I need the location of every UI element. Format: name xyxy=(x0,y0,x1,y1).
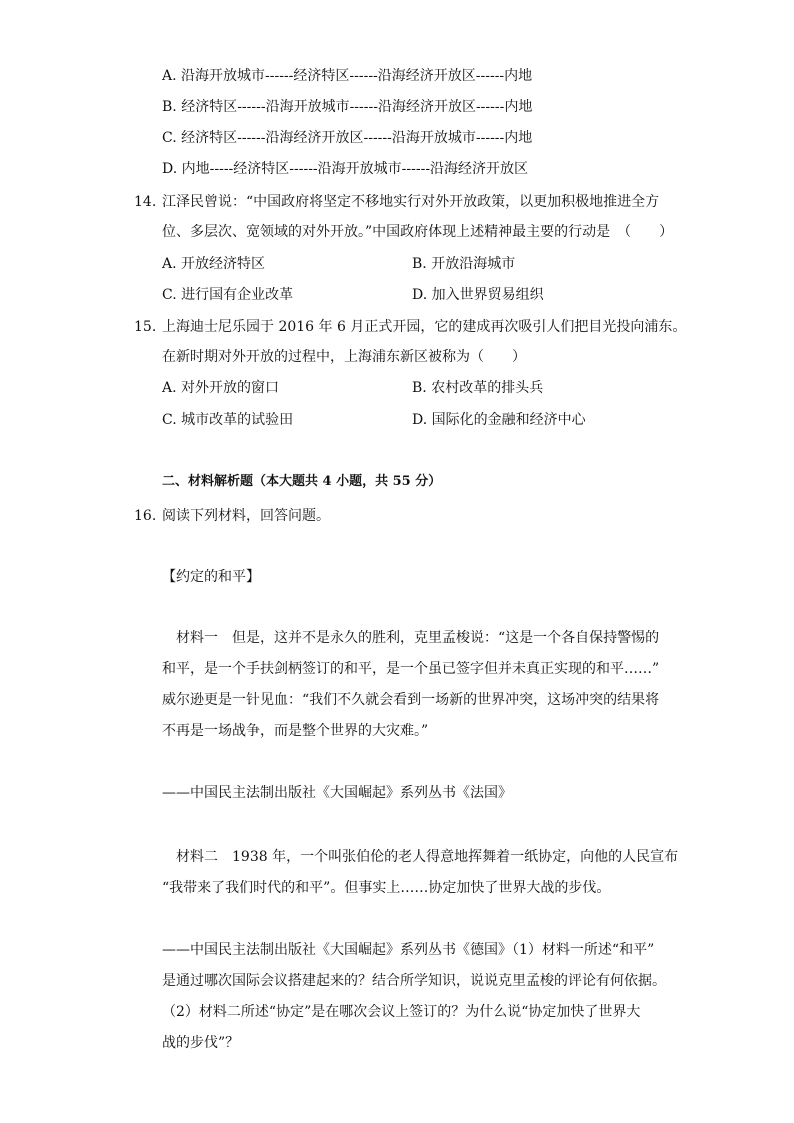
q13-option-b: B. 经济特区------沿海开放城市------沿海经济开放区------内地 xyxy=(162,99,533,115)
q15-option-c: C. 城市改革的试验田 xyxy=(162,412,294,428)
q13-option-a: A. 沿海开放城市------经济特区------沿海经济开放区------内地 xyxy=(162,68,533,84)
q14-option-d: D. 加入世界贸易组织 xyxy=(412,287,544,303)
q15-option-b: B. 农村改革的排头兵 xyxy=(412,380,544,396)
q16-number: 16. xyxy=(134,508,157,524)
q16-heading: 【约定的和平】 xyxy=(162,569,260,585)
q15-option-d: D. 国际化的金融和经济中心 xyxy=(412,412,586,428)
material2-line2: “我带来了我们时代的和平”。但事实上……协定加快了世界大战的步伐。 xyxy=(162,880,611,896)
q14-option-b: B. 开放沿海城市 xyxy=(412,256,516,272)
q15-number: 15. xyxy=(134,319,157,335)
section-title: 二、材料解析题（本大题共 4 小题，共 55 分） xyxy=(162,474,442,489)
q15-stem-line1: 上海迪士尼乐园于 2016 年 6 月正式开园，它的建成再次吸引人们把目光投向浦东。 xyxy=(162,319,687,335)
q15-option-a: A. 对外开放的窗口 xyxy=(162,380,280,396)
q14-stem-line2: 位、多层次、宽领域的对外开放。”中国政府体现上述精神最主要的行动是 （ ） xyxy=(162,224,674,240)
q14-option-a: A. 开放经济特区 xyxy=(162,256,266,272)
question2-line2: 战的步伐”？ xyxy=(162,1035,240,1051)
q14-option-c: C. 进行国有企业改革 xyxy=(162,287,294,303)
question2-line1: （2）材料二所述“协定”是在哪次会议上签订的？为什么说“协定加快了世界大 xyxy=(162,1004,641,1020)
q14-stem-line1: 江泽民曾说：“中国政府将坚定不移地实行对外开放政策，以更加积极地推进全方 xyxy=(162,194,660,210)
q14-number: 14. xyxy=(134,194,157,210)
q16-intro: 阅读下列材料，回答问题。 xyxy=(162,508,330,524)
material1-line1: 材料一 但是，这并不是永久的胜利，克里孟梭说：“这是一个各自保持警惕的 xyxy=(176,630,660,646)
material1-line3: 威尔逊更是一针见血：“我们不久就会看到一场新的世界冲突，这场冲突的结果将 xyxy=(162,692,660,708)
material1-line4: 不再是一场战争，而是整个世界的大灾难。” xyxy=(162,723,429,739)
material2-line1: 材料二 1938 年，一个叫张伯伦的老人得意地挥舞着一纸协定，向他的人民宣布 xyxy=(176,849,679,865)
question1-line2: 是通过哪次国际会议搭建起来的？结合所学知识，说说克里孟梭的评论有何依据。 xyxy=(162,973,666,989)
material1-source: ——中国民主法制出版社《大国崛起》系列丛书《法国》 xyxy=(162,785,512,801)
material1-line2: 和平，是一个手扶剑柄签订的和平，是一个虽已签字但并未真正实现的和平……” xyxy=(162,661,660,677)
q13-option-c: C. 经济特区------沿海经济开放区------沿海开放城市------内地 xyxy=(162,130,533,146)
q13-option-d: D. 内地-----经济特区------沿海开放城市------沿海经济开放区 xyxy=(162,161,529,177)
material2-source-question1: ——中国民主法制出版社《大国崛起》系列丛书《德国》（1）材料一所述“和平” xyxy=(162,942,655,958)
q15-stem-line2: 在新时期对外开放的过程中，上海浦东新区被称为（ ） xyxy=(162,349,526,365)
